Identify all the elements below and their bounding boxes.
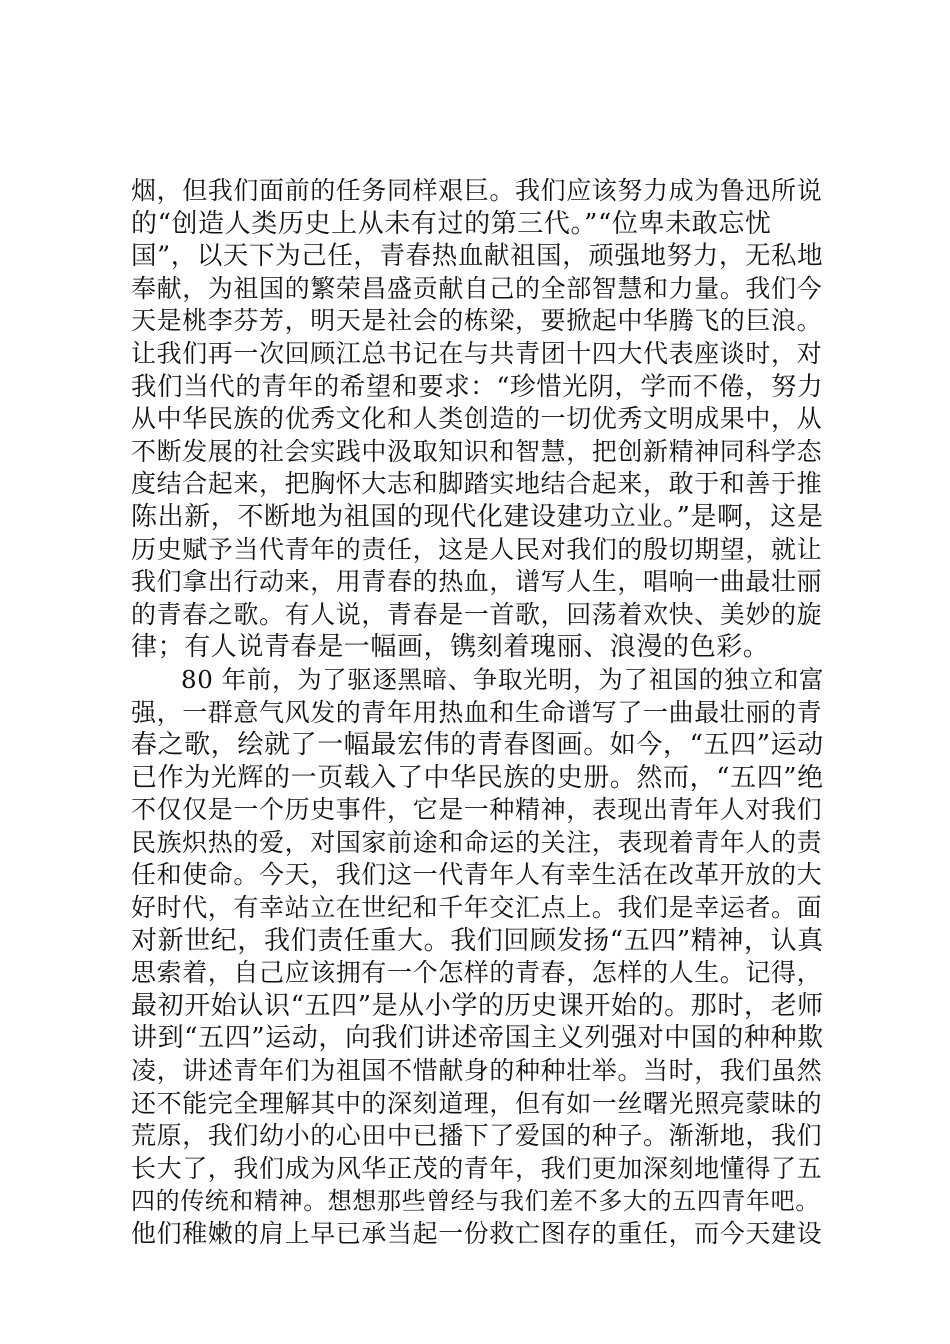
text-line: 的青春之歌。有人说，青春是一首歌，回荡着欢快、美妙的旋 <box>131 599 823 629</box>
text-line: 他们稚嫩的肩上早已承当起一份救亡图存的重任，而今天建设 <box>131 1219 823 1248</box>
paragraph-first-line: 80 年前，为了驱逐黑暗、争取光明，为了祖国的独立和富 <box>181 664 825 694</box>
text-line: 任和使命。今天，我们这一代青年人有幸生活在改革开放的大 <box>131 860 823 890</box>
text-line: 已作为光辉的一页载入了中华民族的史册。然而，“五四”绝 <box>131 762 824 793</box>
body-text <box>131 175 831 1251</box>
text-line: 陈出新，不断地为祖国的现代化建设建功立业。”是啊，这是 <box>131 501 824 532</box>
text-line: 凌，讲述青年们为祖国不惜献身的种种壮举。当时，我们虽然 <box>131 1056 823 1086</box>
text-line: 还不能完全理解其中的深刻道理，但有如一丝曙光照亮蒙昧的 <box>131 1088 823 1118</box>
text-line: 长大了，我们成为风华正茂的青年，我们更加深刻地懂得了五 <box>131 1153 823 1183</box>
text-line: 不断发展的社会实践中汲取知识和智慧，把创新精神同科学态 <box>131 436 823 466</box>
text-line: 讲到“五四”运动，向我们讲述帝国主义列强对中国的种种欺 <box>131 1023 824 1054</box>
text-line: 历史赋予当代青年的责任，这是人民对我们的殷切期望，就让 <box>131 534 823 564</box>
text-line: 思索着，自己应该拥有一个怎样的青春，怎样的人生。记得， <box>131 958 823 988</box>
text-line: 我们当代的青年的希望和要求：“珍惜光阴，学而不倦，努力 <box>131 371 824 402</box>
text-line: 奉献，为祖国的繁荣昌盛贡献自己的全部智慧和力量。我们今 <box>131 273 823 303</box>
text-line: 让我们再一次回顾江总书记在与共青团十四大代表座谈时，对 <box>131 338 823 368</box>
text-line: 天是桃李芬芳，明天是社会的栋梁，要掀起中华腾飞的巨浪。 <box>131 306 823 336</box>
text-line: 不仅仅是一个历史事件，它是一种精神，表现出青年人对我们 <box>131 795 823 825</box>
text-line: 好时代，有幸站立在世纪和千年交汇点上。我们是幸运者。面 <box>131 893 823 923</box>
text-line: 民族炽热的爱，对国家前途和命运的关注，表现着青年人的责 <box>131 827 823 857</box>
text-line: 从中华民族的优秀文化和人类创造的一切优秀文明成果中，从 <box>131 404 823 434</box>
text-line: 春之歌，绘就了一幅最宏伟的青春图画。如今，“五四”运动 <box>131 730 824 761</box>
text-line: 对新世纪，我们责任重大。我们回顾发扬“五四”精神，认真 <box>131 925 824 956</box>
text-line: 的“创造人类历史上从未有过的第三代。”“位卑未敢忘忧 <box>131 208 772 239</box>
text-line: 烟，但我们面前的任务同样艰巨。我们应该努力成为鲁迅所说 <box>131 176 823 205</box>
text-line: 我们拿出行动来，用青春的热血，谱写人生，唱响一曲最壮丽 <box>131 567 823 597</box>
text-line: 律；有人说青春是一幅画，镌刻着瑰丽、浪漫的色彩。 <box>131 632 770 663</box>
text-line: 度结合起来，把胸怀大志和脚踏实地结合起来，敢于和善于推 <box>131 469 823 499</box>
text-line: 四的传统和精神。想想那些曾经与我们差不多大的五四青年吧。 <box>131 1187 820 1216</box>
text-line: 荒原，我们幼小的心田中已播下了爱国的种子。渐渐地，我们 <box>131 1121 823 1151</box>
text-line: 强，一群意气风发的青年用热血和生命谱写了一曲最壮丽的青 <box>131 697 823 727</box>
text-line: 国”，以天下为己任，青春热血献祖国，顽强地努力，无私地 <box>131 241 824 272</box>
text-line: 最初开始认识“五四”是从小学的历史课开始的。那时，老师 <box>131 990 824 1021</box>
